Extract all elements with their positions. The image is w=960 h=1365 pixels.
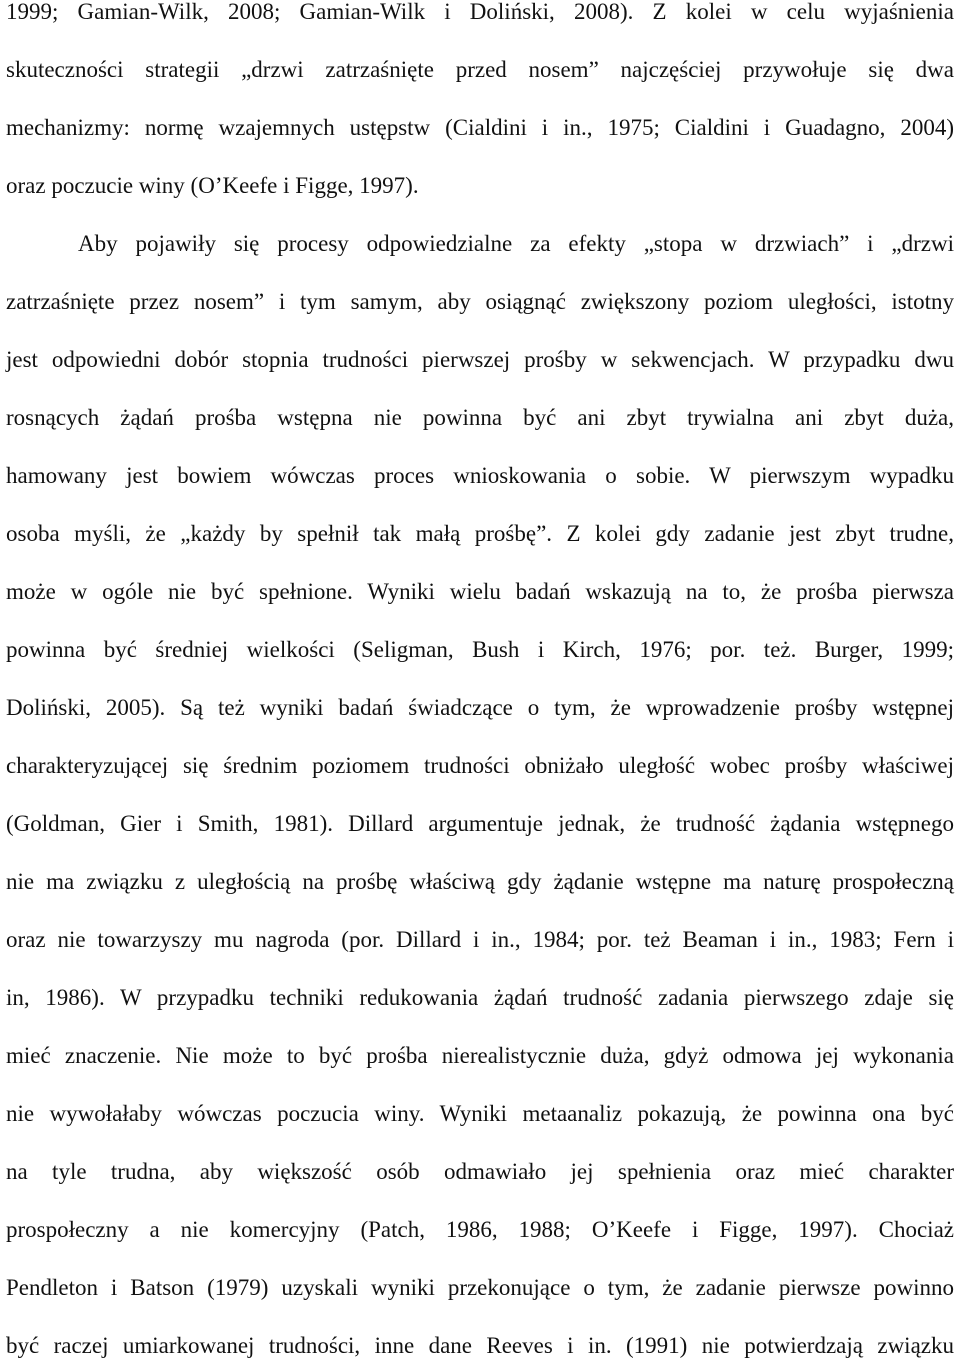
text-line: oraz poczucie winy (O’Keefe i Figge, 1997). [6,173,419,198]
text-line: (Goldman, Gier i Smith, 1981). Dillard argumentuje jednak, że trudność żądania wstępnego [6,811,954,836]
text-line: hamowany jest bowiem wówczas proces wnioskowania o sobie. W pierwszym wypadku [6,463,954,488]
text-line: może w ogóle nie być spełnione. Wyniki wielu badań wskazują na to, że prośba pierwsza [6,579,954,604]
text-line: Doliński, 2005). Są też wyniki badań świadczące o tym, że wprowadzenie prośby wstępnej [6,695,954,720]
text-line: nie ma związku z uległością na prośbę właściwą gdy żądanie wstępne ma naturę prospołeczną [6,869,954,894]
text-line: osoba myśli, że „każdy by spełnił tak małą prośbę”. Z kolei gdy zadanie jest zbyt trudne, [6,521,954,546]
text-line: jest odpowiedni dobór stopnia trudności pierwszej prośby w sekwencjach. W przypadku dwu [6,347,954,372]
text-line: nie wywołałaby wówczas poczucia winy. Wyniki metaanaliz pokazują, że powinna ona być [6,1101,954,1126]
text-line: na tyle trudna, aby większość osób odmawiało jej spełnienia oraz mieć charakter [6,1159,954,1184]
text-line: Pendleton i Batson (1979) uzyskali wyniki przekonujące o tym, że zadanie pierwsze powinno [6,1275,954,1300]
text-line: in, 1986). W przypadku techniki redukowania żądań trudność zadania pierwszego zdaje się [6,985,954,1010]
text-line: rosnących żądań prośba wstępna nie powinna być ani zbyt trywialna ani zbyt duża, [6,405,954,430]
text-line: mechanizmy: normę wzajemnych ustępstw (Cialdini i in., 1975; Cialdini i Guadagno, 2004) [6,115,954,140]
text-line: być raczej umiarkowanej trudności, inne dane Reeves i in. (1991) nie potwierdzają związku [6,1333,954,1358]
text-line: skuteczności strategii „drzwi zatrzaśnięte przed nosem” najczęściej przywołuje się dwa [6,57,954,82]
text-line: prospołeczny a nie komercyjny (Patch, 1986, 1988; O’Keefe i Figge, 1997). Chociaż [6,1217,954,1242]
text-line: powinna być średniej wielkości (Seligman, Bush i Kirch, 1976; por. też. Burger, 1999; [6,637,954,662]
paragraph-first-line: Aby pojawiły się procesy odpowiedzialne za efekty „stopa w drzwiach” i „drzwi [78,231,954,256]
text-line: charakteryzującej się średnim poziomem trudności obniżało uległość wobec prośby właściwej [6,753,954,778]
text-line: zatrzaśnięte przez nosem” i tym samym, aby osiągnąć zwiększony poziom uległości, istotny [6,289,954,314]
text-line: 1999; Gamian-Wilk, 2008; Gamian-Wilk i Doliński, 2008). Z kolei w celu wyjaśnienia [6,0,954,24]
text-line: oraz nie towarzyszy mu nagroda (por. Dillard i in., 1984; por. też Beaman i in., 1983; Fern i [6,927,954,952]
text-line: mieć znaczenie. Nie może to być prośba nierealistycznie duża, gdyż odmowa jej wykonania [6,1043,954,1068]
